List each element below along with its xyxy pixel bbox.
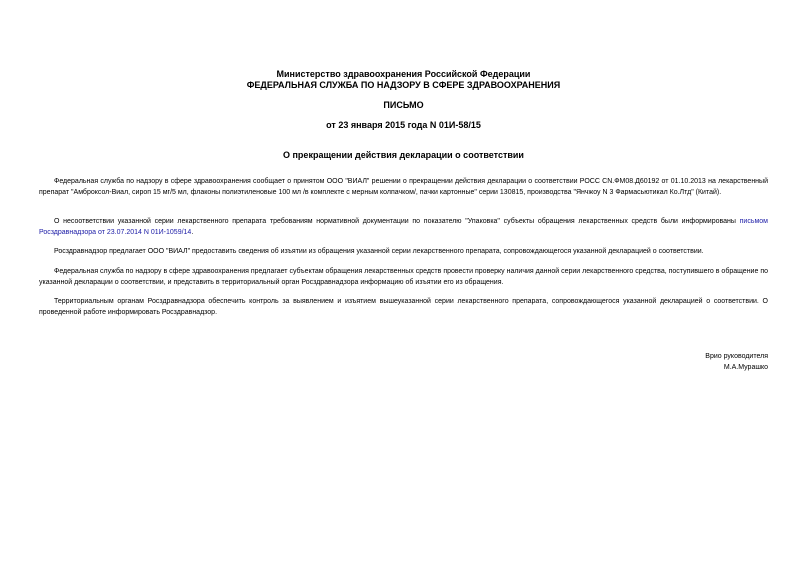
document-date-number: от 23 января 2015 года N 01И-58/15 (326, 120, 481, 130)
referenced-letter-link[interactable]: письмом Росздравнадзора от 23.07.2014 N 01И-1059/14 (39, 218, 768, 236)
paragraph-5: Территориальным органам Росздравнадзора обеспечить контроль за выявлением и изъятием вышеуказанной серии лекарственного препарата, сопровождающегося указанной декларацией о соответствии. О проведенной работе информировать Росздравнадзор. (39, 298, 768, 316)
signatory-title: Врио руководителя (705, 353, 768, 360)
paragraph-1: Федеральная служба по надзору в сфере здравоохранения сообщает о принятом ООО "ВИАЛ" решении о прекращении действия декларации о соответствии РОСС CN.ФМ08.Д60192 от 01.10.2013 на лекарственный препарат "Амброксол-Виал, сироп 15 мг/5 мл, флаконы полиэтиленовые 100 мл /в комплекте с мерным колпачком/, пачки картонные" серии 130815, производства "Янчжоу N 3 Фармасьютикал Ко.Лтд" (Китай). (39, 178, 768, 196)
service-name: ФЕДЕРАЛЬНАЯ СЛУЖБА ПО НАДЗОРУ В СФЕРЕ ЗДРАВООХРАНЕНИЯ (246, 80, 561, 90)
paragraph-3: Росздравнадзор предлагает ООО "ВИАЛ" предоставить сведения об изъятии из обращения указанной серии лекарственного препарата, сопровождающегося указанной декларацией о соответствии. (54, 248, 704, 255)
document-subject: О прекращении действия декларации о соответствии (283, 150, 524, 160)
paragraph-2-text: О несоответствии указанной серии лекарственного препарата требованиям нормативной документации по показателю "Упаковка" субъекты обращения лекарственных средств были информированы (54, 218, 740, 225)
paragraph-2 (39, 216, 768, 238)
document-type: ПИСЬМО (383, 100, 424, 110)
signatory-name: М.А.Мурашко (723, 364, 768, 371)
ministry-name: Министерство здравоохранения Российской Федерации (276, 69, 531, 79)
paragraph-2-end: . (191, 229, 194, 236)
paragraph-4: Федеральная служба по надзору в сфере здравоохранения предлагает субъектам обращения лекарственных средств провести проверку наличия данной серии лекарственного средства, поступившего в обращение по указанной декларации о соответствии, и представить в территориальный орган Росздравнадзора информацию об изъятии его из обращения. (39, 268, 768, 286)
